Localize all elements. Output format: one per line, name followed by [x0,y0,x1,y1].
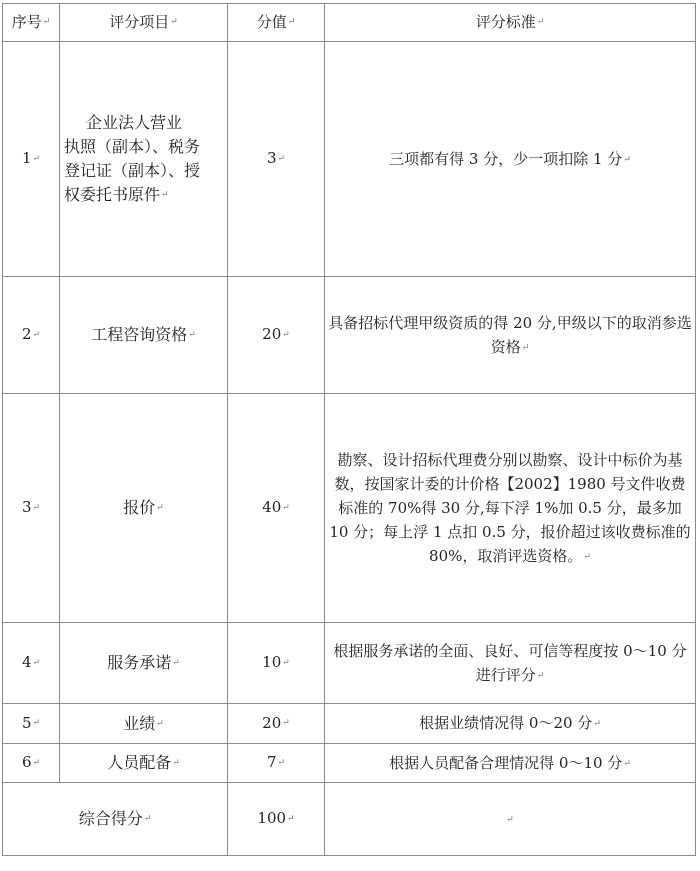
table-row [3,704,696,744]
row-no: 6 ↵ [3,744,60,783]
row-no: 5 ↵ [3,704,60,744]
row-score: 20 ↵ [228,277,325,394]
row-no: 1 ↵ [3,42,60,277]
header-item: 评分项目 ↵ [60,4,228,42]
table-row [3,277,696,394]
row-standard: 具备招标代理甲级资质的得 20 分,甲级以下的取消参选资格 ↵ [325,277,696,394]
table-row [3,394,696,623]
row-no: 3 ↵ [3,394,60,623]
row-item: 工程咨询资格 ↵ [60,277,228,394]
header-no: 序号 ↵ [3,4,60,42]
row-standard: 三项都有得 3 分，少一项扣除 1 分 ↵ [325,42,696,277]
row-standard: 根据业绩情况得 0～20 分 ↵ [325,704,696,744]
row-score: 40 ↵ [228,394,325,623]
row-score: 10 ↵ [228,623,325,704]
row-item: 人员配备 ↵ [60,744,228,783]
total-score: 100 ↵ [228,783,325,856]
header-standard: 评分标准 ↵ [325,4,696,42]
header-score: 分值 ↵ [228,4,325,42]
row-standard: 根据服务承诺的全面、良好、可信等程度按 0～10 分进行评分 ↵ [325,623,696,704]
table-row [3,623,696,704]
total-row [3,783,696,856]
row-standard: 根据人员配备合理情况得 0～10 分 ↵ [325,744,696,783]
row-item: 服务承诺 ↵ [60,623,228,704]
row-score: 7 ↵ [228,744,325,783]
row-no: 4 ↵ [3,623,60,704]
table-row [3,744,696,783]
total-standard [325,783,696,856]
row-score: 3 ↵ [228,42,325,277]
row-item: 报价 ↵ [60,394,228,623]
row-no: 2 ↵ [3,277,60,394]
total-label: 综合得分 ↵ [3,783,228,856]
row-standard: 勘察、设计招标代理费分别以勘察、设计中标价为基数，按国家计委的计价格【2002】1980 号文件收费标准的 70%得 30 分,每下浮 1%加 0.5 分，最多加 10 分；每上浮 1 点扣 0.5 分，报价超过该收费标准的 80%，取消评选资格。 ↵ [325,394,696,623]
scoring-table [2,3,696,856]
row-item: 企业法人营业 执照（副本）、税务 登记证（副本）、授 权委托书原件 ↵ [60,42,228,277]
row-score: 20 ↵ [228,704,325,744]
table-row [3,42,696,277]
header-row [3,4,696,42]
row-item: 业绩 ↵ [60,704,228,744]
